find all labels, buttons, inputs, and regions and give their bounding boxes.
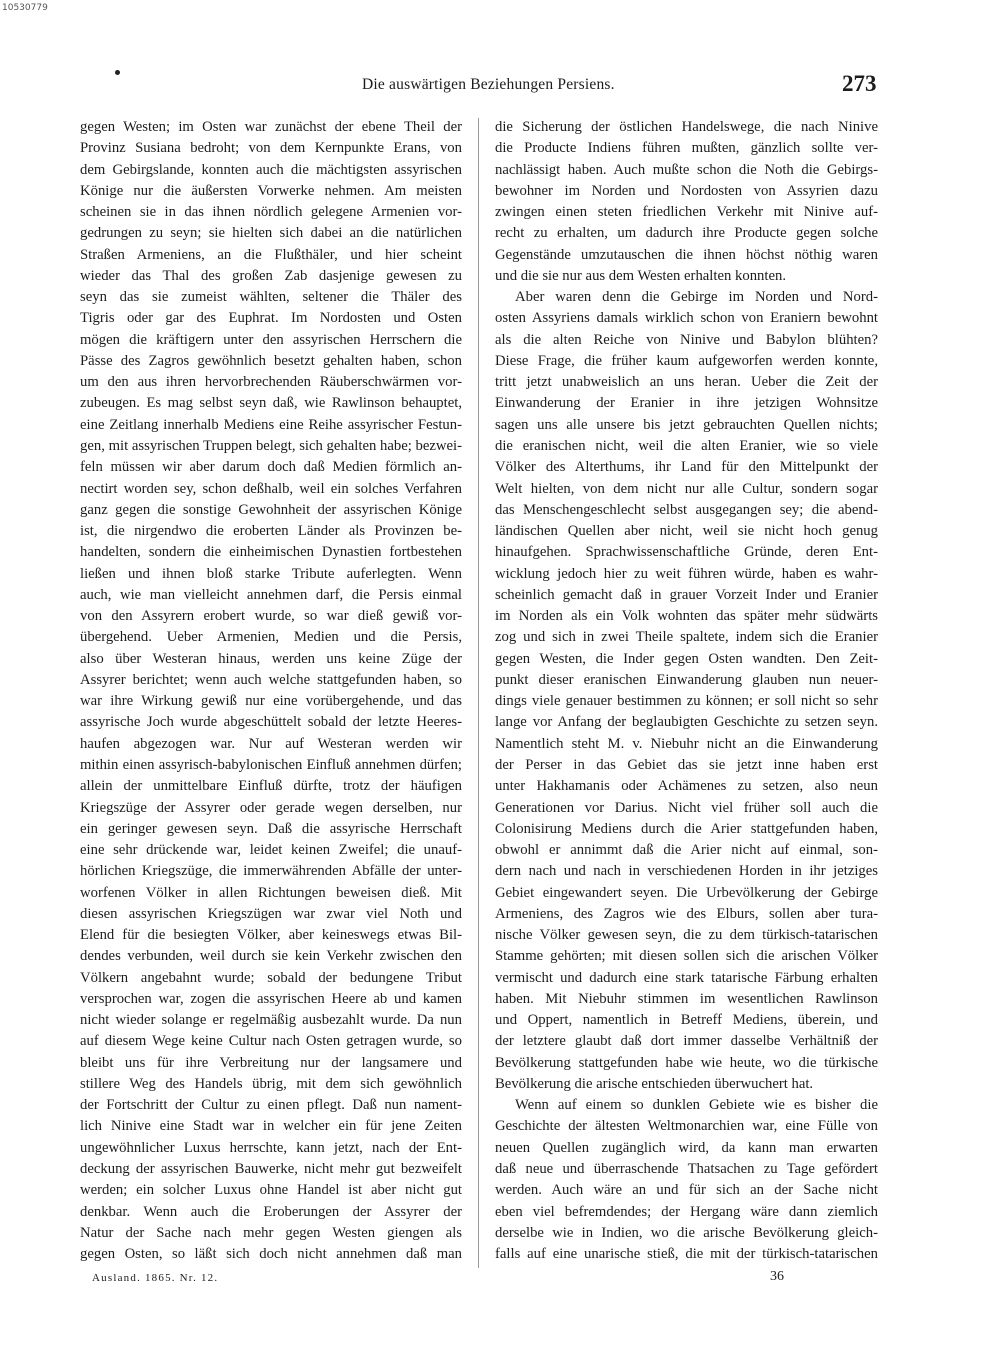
text-line: die eranischen nicht, weil die alten Eranier, wie so viele bbox=[495, 437, 878, 454]
text-line: Diese Frage, die früher kaum aufgeworfen werden konnte, bbox=[495, 352, 878, 369]
text-line: war ihre Wirkung gewiß nur eine vorübergehende, und das bbox=[80, 693, 462, 710]
text-line: scheinen sie in das ihnen nördlich gelegene Armenien vor- bbox=[80, 204, 462, 221]
text-line: auch, wie man vielleicht annehmen darf, die Persis einmal bbox=[80, 586, 462, 603]
text-line: Bevölkerung stattgefunden habe wie heute, wo die türkische bbox=[495, 1054, 878, 1071]
text-line: dem Gebirgslande, konnten auch die mächtigsten assyrischen bbox=[80, 161, 462, 178]
text-line: Armeniens, des Zagros wie des Elburs, sollen aber tura- bbox=[495, 905, 878, 922]
text-line: ließen und ihnen bloß starke Tribute auferlegten. Wenn bbox=[80, 565, 462, 582]
text-line: hinaufgehen. Sprachwissenschaftliche Gründe, deren Ent- bbox=[495, 544, 878, 561]
text-line: Völker des Alterthums, ihr Land für den Mittelpunkt der bbox=[495, 459, 878, 476]
text-line: denkbar. Wenn auch die Eroberungen der Assyrer der bbox=[80, 1203, 462, 1220]
text-line: eine Zeitlang innerhalb Mediens eine Reihe assyrischer Festun- bbox=[80, 416, 462, 433]
text-line: als die alten Reiche von Ninive und Babylon blühten? bbox=[495, 331, 878, 348]
footer-publication: Ausland. 1865. Nr. 12. bbox=[92, 1272, 219, 1284]
text-line: vermischt und dadurch eine stark tatarische Färbung erhalten bbox=[495, 969, 878, 986]
text-line: gedrungen zu seyn; sie hielten sich dabei an die natürlichen bbox=[80, 225, 462, 242]
text-line: Bevölkerung die arische entschieden überwuchert hat. bbox=[495, 1075, 814, 1092]
text-line: seyn das sie zumeist wählten, seltener die Thäler des bbox=[80, 289, 462, 306]
text-line: der Fortschritt der Cultur zu einen pflegt. Daß nun nament- bbox=[80, 1097, 462, 1114]
running-title: Die auswärtigen Beziehungen Persiens. bbox=[362, 76, 615, 93]
text-line: im Norden als ein Volk wohnten das später mehr südwärts bbox=[495, 608, 878, 625]
text-line: bleibt uns für ihre Verbreitung nur der langsamere und bbox=[80, 1054, 462, 1071]
text-line: gegen Westen; im Osten war zunächst der ebene Theil der bbox=[80, 119, 462, 135]
text-line: lange vor Anfang der beglaubigten Geschichte zu setzen seyn. bbox=[495, 714, 878, 731]
text-line: osten Assyriens damals wirklich schon von Eraniern bewohnt bbox=[495, 310, 878, 327]
text-line: werden; ein solcher Luxus ohne Handel ist aber nicht gut bbox=[80, 1182, 462, 1199]
text-line: der Perser in das Gebiet das sie jetzt inne haben erst bbox=[495, 756, 878, 773]
text-line: punkt dieser eranischen Einwanderung glauben nun neuer- bbox=[495, 671, 878, 688]
text-line: Wenn auf einem so dunklen Gebiete wie es bisher die bbox=[515, 1097, 878, 1114]
text-line: Aber waren denn die Gebirge im Norden und Nord- bbox=[515, 289, 878, 306]
text-line: haben. Mit Niebuhr stimmen im wesentlichen Rawlinson bbox=[495, 990, 878, 1007]
text-line: Einwanderung der Eranier in ihre jetzigen Wohnsitze bbox=[495, 395, 878, 412]
text-line: obwohl er annimmt daß die Arier nicht auf einmal, son- bbox=[495, 842, 878, 859]
text-line: also über Westeran hinaus, werden uns keine Züge der bbox=[80, 650, 462, 667]
left-column bbox=[80, 117, 462, 1265]
text-line: versprochen war, zogen die assyrischen Heere ab und kamen bbox=[80, 990, 462, 1007]
text-line: wieder das Thal des großen Zab dasjenige gewesen zu bbox=[80, 267, 462, 284]
text-line: Pässe des Zagros gewöhnlich besetzt gehalten haben, schon bbox=[80, 352, 462, 369]
text-line: mithin einen assyrisch-babylonischen Einfluß annehmen dürfen; bbox=[80, 756, 462, 773]
text-line: werden. Auch wäre an und für sich an der Sache nicht bbox=[495, 1182, 878, 1199]
text-line: Tigris oder gar des Euphrat. Im Nordosten und Osten bbox=[80, 310, 462, 327]
text-line: eben viel befremdendes; der Hergang wäre dann ziemlich bbox=[495, 1203, 878, 1220]
text-line: mögen die kräftigern unter den assyrischen Herrschern die bbox=[80, 331, 462, 348]
text-line: bewohner im Norden und Nordosten von Assyrien dazu bbox=[495, 182, 878, 199]
text-line: gegen Westen, die Inder gegen Osten wandten. Den Zeit- bbox=[495, 650, 878, 667]
text-line: Colonisirung Mediens durch die Arier stattgefunden haben, bbox=[495, 820, 878, 837]
text-line: Natur der Sache nach mehr gegen Westen giengen als bbox=[80, 1224, 462, 1241]
text-line: dern nach und nach in verschiedenen Horden in ihr jetziges bbox=[495, 863, 878, 880]
text-line: Assyrer berichtet; wenn auch welche stattgefunden haben, so bbox=[80, 671, 462, 688]
text-line: nische Völker gewesen seyn, die zu dem türkisch-tatarischen bbox=[495, 927, 878, 944]
text-line: handelten, sondern die einheimischen Dynastien fortbestehen bbox=[80, 544, 462, 561]
scan-id: 10530779 bbox=[2, 3, 48, 13]
text-line: unter Hakhamanis oder Achämenes zu setzen, also neun bbox=[495, 778, 878, 795]
text-line: nectirt worden sey, schon deßhalb, weil ein solches Verfahren bbox=[80, 480, 462, 497]
text-line: um den aus ihren hervorbrechenden Räuberschwärmen vor- bbox=[80, 374, 462, 391]
text-line: ein geringer gewesen seyn. Daß die assyrische Herrschaft bbox=[80, 820, 462, 837]
text-line: deckung der assyrischen Bauwerke, nicht mehr gut bezweifelt bbox=[80, 1161, 462, 1178]
text-line: zog und sich in zwei Theile spaltete, indem sich die Eranier bbox=[495, 629, 878, 646]
text-line: neuen Quellen zugänglich wird, da kann man erwarten bbox=[495, 1139, 878, 1156]
ink-dot bbox=[115, 70, 120, 75]
text-line: ganz gegen die sonstige Gewohnheit der assyrischen Könige bbox=[80, 501, 462, 518]
text-line: allein der unmittelbare Einfluß dürfte, trotz der häufigen bbox=[80, 778, 462, 795]
text-line: gen, mit assyrischen Truppen belegt, sich gehalten habe; bezwei- bbox=[80, 437, 462, 454]
text-line: sagen uns alle unsere bis jetzt gebrauchten Quellen nichts; bbox=[495, 416, 878, 433]
text-line: zwingen einen steten friedlichen Verkehr mit Ninive auf- bbox=[495, 204, 878, 221]
text-line: von den Assyrern erobert wurde, so war dieß gewiß vor- bbox=[80, 608, 462, 625]
text-line: und Oppert, namentlich in Betreff Mediens, überein, und bbox=[495, 1012, 878, 1029]
text-line: daß neue und überraschende Thatsachen zu Tage gefördert bbox=[495, 1161, 878, 1178]
text-line: gegen Osten, so läßt sich doch nicht annehmen daß man bbox=[80, 1246, 462, 1263]
text-line: recht zu erhalten, um dadurch ihre Producte gegen solche bbox=[495, 225, 878, 242]
text-line: der letztere glaubt daß dort immer dasselbe Verhältniß der bbox=[495, 1033, 878, 1050]
text-line: die Sicherung der östlichen Handelswege, die nach Ninive bbox=[495, 119, 878, 135]
text-line: Provinz Susiana bedroht; von dem Kernpunkte Erans, von bbox=[80, 140, 462, 157]
text-line: Völkern angebahnt wurde; sobald der bedungene Tribut bbox=[80, 969, 462, 986]
text-line: ungewöhnlicher Luxus herrschte, kann jetzt, nach der Ent- bbox=[80, 1139, 462, 1156]
text-line: ist, die nirgendwo die eroberten Länder als Provinzen be- bbox=[80, 523, 462, 540]
text-line: dendes verbunden, weil durch sie kein Verkehr zwischen den bbox=[80, 948, 462, 965]
text-line: zubeugen. Es mag selbst seyn daß, wie Rawlinson behauptet, bbox=[80, 395, 462, 412]
text-line: scheinlich gemacht daß in grauer Vorzeit Inder und Eranier bbox=[495, 586, 878, 603]
text-line: auf diesem Wege keine Cultur nach Osten getragen wurde, so bbox=[80, 1033, 462, 1050]
text-line: tritt jetzt unabweislich an uns heran. Ueber die Zeit der bbox=[495, 374, 878, 391]
text-line: nicht wieder solange er regelmäßig ausbezahlt wurde. Da nun bbox=[80, 1012, 462, 1029]
text-line: die Producte Indiens führen mußten, gänzlich sollte ver- bbox=[495, 140, 878, 157]
text-line: derselbe wie in Indien, wo die arische Bevölkerung gleich- bbox=[495, 1224, 878, 1241]
text-line: Geschichte der ältesten Weltmonarchien war, eine Fülle von bbox=[495, 1118, 878, 1135]
text-line: Namentlich steht M. v. Niebuhr nicht an die Einwanderung bbox=[495, 735, 878, 752]
text-line: Gegenstände umzutauschen die ihnen höchst nöthig waren bbox=[495, 246, 878, 263]
column-rule bbox=[478, 118, 479, 1268]
text-line: ländischen Quellen aber nicht, weil sie nicht hoch genug bbox=[495, 523, 878, 540]
text-line: nachlässigt haben. Auch mußte schon die Noth die Gebirgs- bbox=[495, 161, 878, 178]
text-line: falls auf eine unarische stieß, die mit der türkisch-tatarischen bbox=[495, 1246, 878, 1263]
text-line: eine sehr drückende war, leidet keinen Zweifel; die unauf- bbox=[80, 842, 462, 859]
text-line: dings viele genauer bestimmen zu können; er soll nicht so sehr bbox=[495, 693, 878, 710]
signature-mark: 36 bbox=[770, 1269, 784, 1284]
text-line: Straßen Armeniens, an die Flußthäler, und hier scheint bbox=[80, 246, 462, 263]
text-line: assyrische Joch wurde abgeschüttelt sobald der letzte Heeres- bbox=[80, 714, 462, 731]
text-line: lich Ninive eine Stadt war in welcher ein für jene Zeiten bbox=[80, 1118, 462, 1135]
text-line: hörlichen Kriegszüge, die immerwährenden Abfälle der unter- bbox=[80, 863, 462, 880]
text-line: und die sie nur aus dem Westen erhalten konnten. bbox=[495, 267, 786, 284]
text-line: stillere Weg des Handels übrig, mit dem sich gewöhnlich bbox=[80, 1075, 462, 1092]
text-line: wicklung jedoch hier zu weit führen würde, haben es wahr- bbox=[495, 565, 878, 582]
text-line: Elend für die besiegten Völker, aber keineswegs etwas Bil- bbox=[80, 927, 462, 944]
right-column bbox=[495, 117, 878, 1265]
text-line: Generationen vor Darius. Nicht viel früher soll auch die bbox=[495, 799, 878, 816]
text-line: übergehend. Ueber Armenien, Medien und die Persis, bbox=[80, 629, 462, 646]
text-line: Könige nur die äußersten Vorwerke nehmen. Am meisten bbox=[80, 182, 462, 199]
text-line: Welt hielten, von dem nicht nur alle Cultur, sondern sogar bbox=[495, 480, 878, 497]
text-line: diesen assyrischen Kriegszügen war zwar viel Noth und bbox=[80, 905, 462, 922]
page-number: 273 bbox=[842, 71, 877, 96]
text-line: haufen abgezogen war. Nur auf Westeran werden wir bbox=[80, 735, 462, 752]
text-line: Stamme gehörten; mit diesen sollen sich die arischen Völker bbox=[495, 948, 878, 965]
text-line: das Menschengeschlecht selbst ausgegangen sey; die abend- bbox=[495, 501, 878, 518]
text-line: Kriegszüge der Assyrer oder gerade wegen derselben, nur bbox=[80, 799, 462, 816]
text-line: feln müssen wir aber darum doch daß Medien förmlich an- bbox=[80, 459, 462, 476]
text-line: worfenen Völker in allen Richtungen beweisen dieß. Mit bbox=[80, 884, 462, 901]
text-line: Gebiet eingewandert seyen. Die Urbevölkerung der Gebirge bbox=[495, 884, 878, 901]
